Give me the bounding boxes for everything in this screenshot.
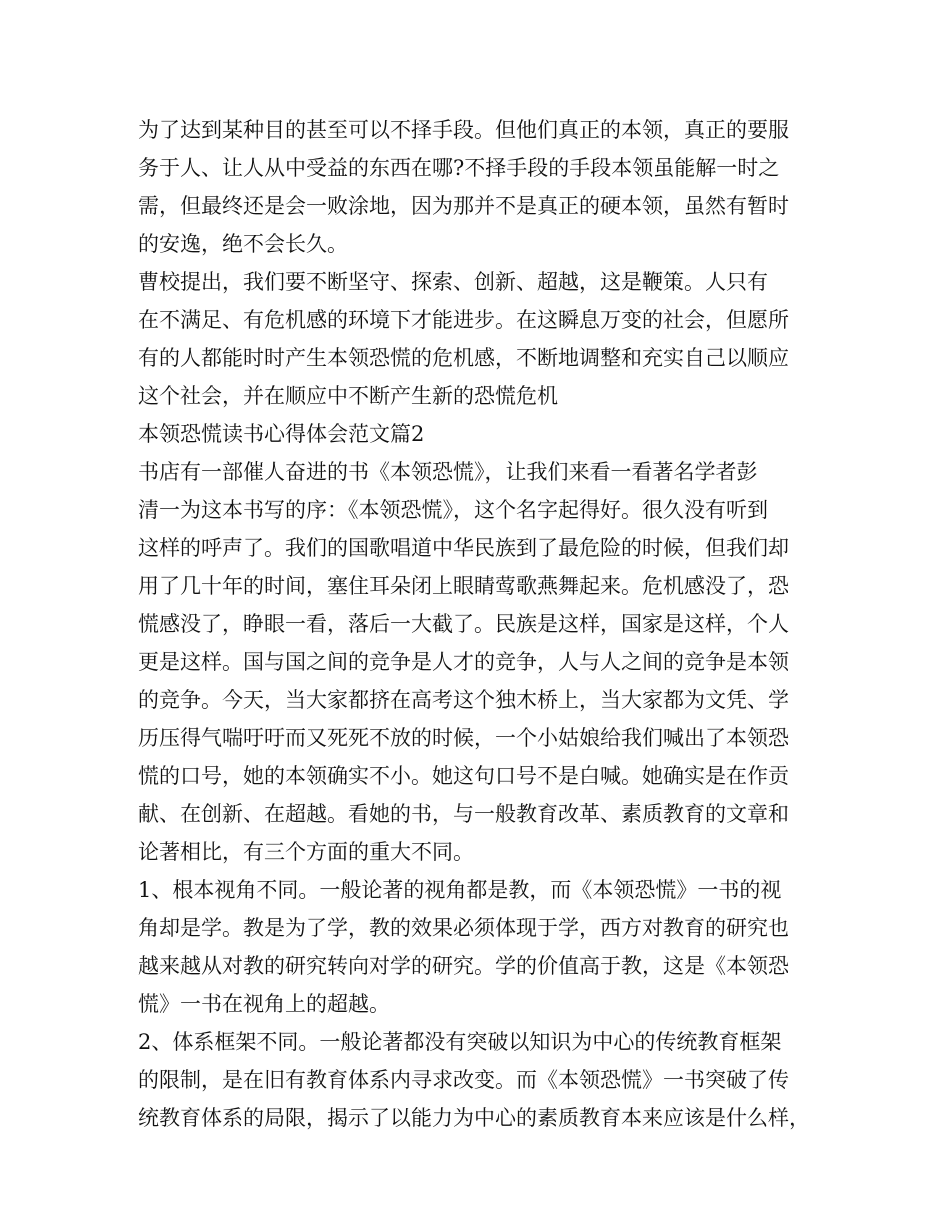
text-line: 用了几十年的时间，塞住耳朵闭上眼睛莺歌燕舞起来。危机感没了，恐: [138, 574, 789, 598]
text-line: 更是这样。国与国之间的竞争是人才的竞争，人与人之间的竞争是本领: [138, 650, 789, 674]
text-line: 清一为这本书写的序：《本领恐慌》，这个名字起得好。很久没有听到: [138, 498, 768, 522]
text-line: 统教育体系的局限，揭示了以能力为中心的素质教育本来应该是什么样，: [138, 1106, 810, 1130]
text-line: 献、在创新、在超越。看她的书，与一般教育改革、素质教育的文章和: [138, 802, 789, 826]
text-line: 慌》一书在视角上的超越。: [138, 992, 390, 1016]
text-line: 务于人、让人从中受益的东西在哪?不择手段的手段本领虽能解一时之: [138, 156, 780, 180]
text-line: 越来越从对教的研究转向对学的研究。学的价值高于教，这是《本领恐: [138, 954, 789, 978]
text-line: 论著相比，有三个方面的重大不同。: [138, 840, 474, 864]
text-line: 2、体系框架不同。一般论著都没有突破以知识为中心的传统教育框架: [138, 1030, 782, 1054]
text-line: 的安逸，绝不会长久。: [138, 232, 348, 256]
text-line: 在不满足、有危机感的环境下才能进步。在这瞬息万变的社会，但愿所: [138, 308, 789, 332]
text-line: 书店有一部催人奋进的书《本领恐慌》，让我们来看一看著名学者彭: [138, 460, 758, 484]
section-heading: 本领恐慌读书心得体会范文篇2: [138, 422, 425, 446]
text-line: 需，但最终还是会一败涂地，因为那并不是真正的硬本领，虽然有暂时: [138, 194, 789, 218]
text-line: 这样的呼声了。我们的国歌唱道中华民族到了最危险的时候，但我们却: [138, 536, 789, 560]
text-line: 这个社会，并在顺应中不断产生新的恐慌危机: [138, 384, 558, 408]
text-line: 的限制，是在旧有教育体系内寻求改变。而《本领恐慌》一书突破了传: [138, 1068, 789, 1092]
text-line: 1、根本视角不同。一般论著的视角都是教，而《本领恐慌》一书的视: [138, 878, 782, 902]
text-line: 为了达到某种目的甚至可以不择手段。但他们真正的本领，真正的要服: [138, 118, 789, 142]
text-line: 的竞争。今天，当大家都挤在高考这个独木桥上，当大家都为文凭、学: [138, 688, 789, 712]
text-line: 历压得气喘吁吁而又死死不放的时候，一个小姑娘给我们喊出了本领恐: [138, 726, 789, 750]
text-line: 角却是学。教是为了学，教的效果必须体现于学，西方对教育的研究也: [138, 916, 789, 940]
text-line: 曹校提出，我们要不断坚守、探索、创新、超越，这是鞭策。人只有: [138, 270, 768, 294]
text-line: 慌的口号，她的本领确实不小。她这句口号不是白喊。她确实是在作贡: [138, 764, 789, 788]
text-line: 慌感没了，睁眼一看，落后一大截了。民族是这样，国家是这样，个人: [138, 612, 789, 636]
text-line: 有的人都能时时产生本领恐慌的危机感，不断地调整和充实自己以顺应: [138, 346, 789, 370]
